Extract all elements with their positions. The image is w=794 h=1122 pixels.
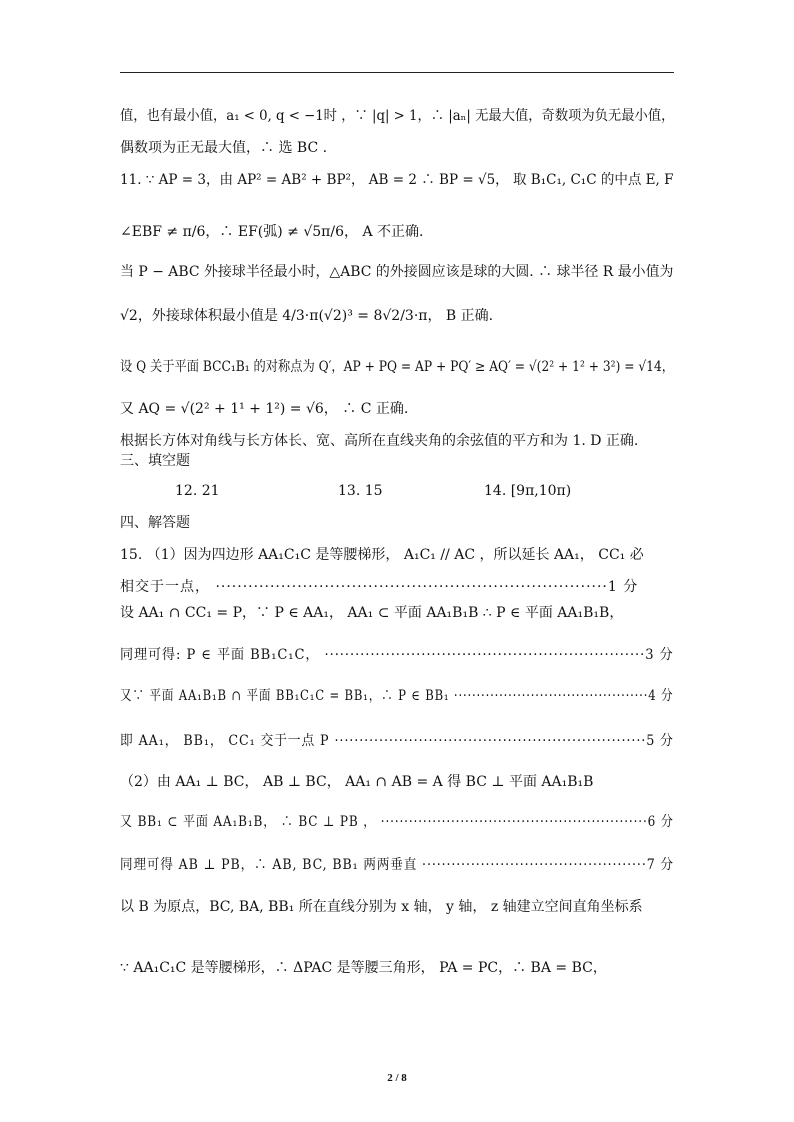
- text-line: （2）由 AA₁ ⊥ BC， AB ⊥ BC， AA₁ ∩ AB = A 得 BC ⊥ 平面 AA₁B₁B: [120, 774, 594, 790]
- section-heading-fill: 三、填空题: [120, 453, 190, 469]
- text-line: 值，也有最小值，a₁ < 0, q < −1时 ，∵ |q| > 1，∴ |aₙ| 无最大值，奇数项为负无最小值，: [120, 108, 675, 124]
- text-line: 即 AA₁， BB₁， CC₁ 交于一点 P ·······························································5 分: [120, 733, 674, 749]
- text-line: 设 Q 关于平面 BCC₁B₁ 的对称点为 Q′，AP + PQ = AP + PQ′ ≥ AQ′ = √(2² + 1² + 3²) = √14，: [120, 359, 674, 375]
- text-line: 又 AQ = √(2² + 1¹ + 1²) = √6， ∴ C 正确.: [120, 401, 409, 417]
- text-line: ∵ AA₁C₁C 是等腰梯形，∴ ΔPAC 是等腰三角形， PA = PC，∴ BA = BC，: [120, 960, 607, 976]
- answer-14: 14. [9π,10π): [484, 483, 572, 499]
- text-line: 偶数项为正无最大值，∴ 选 BC .: [120, 140, 328, 156]
- text-line: 根据长方体对角线与长方体长、宽、高所在直线夹角的余弦值的平方和为 1. D 正确.: [120, 433, 639, 449]
- text-line: 相交于一点， ········································································1 分: [120, 579, 639, 595]
- text-line: ∠EBF ≠ π/6，∴ EF(弧) ≠ √5π/6， A 不正确.: [120, 224, 424, 240]
- text-line: 11. ∵ AP = 3，由 AP² = AB² + BP²， AB = 2 ∴ BP = √5， 取 B₁C₁, C₁C 的中点 E, F: [120, 172, 674, 188]
- text-line: 以 B 为原点，BC, BA, BB₁ 所在直线分别为 x 轴， y 轴， z 轴建立空间直角坐标系: [120, 899, 643, 915]
- text-line: 当 P − ABC 外接球半径最小时，△ABC 的外接圆应该是球的大圆. ∴ 球半径 R 最小值为: [120, 264, 674, 280]
- text-line: 同理可得 AB ⊥ PB，∴ AB, BC, BB₁ 两两垂直 ··············································7 分: [120, 857, 674, 873]
- text-line: 同理可得: P ∈ 平面 BB₁C₁C， ·······························································3 分: [120, 647, 674, 663]
- answer-12: 12. 21: [175, 483, 220, 499]
- page-number: 2 / 8: [387, 1072, 407, 1084]
- text-line: 设 AA₁ ∩ CC₁ = P，∵ P ∈ AA₁， AA₁ ⊂ 平面 AA₁B₁B ∴ P ∈ 平面 AA₁B₁B，: [120, 605, 624, 621]
- text-line: 15. （1）因为四边形 AA₁C₁C 是等腰梯形， A₁C₁ // AC ，所以延长 AA₁， CC₁ 必: [120, 547, 644, 563]
- header-rule: [120, 72, 674, 73]
- section-heading-solve: 四、解答题: [120, 515, 190, 531]
- text-line: 又∵ 平面 AA₁B₁B ∩ 平面 BB₁C₁C = BB₁，∴ P ∈ BB₁ ···········································4 分: [120, 688, 674, 704]
- text-line: √2，外接球体积最小值是 4/3·π(√2)³ = 8√2/3·π， B 正确.: [120, 308, 494, 324]
- text-line: 又 BB₁ ⊂ 平面 AA₁B₁B， ∴ BC ⊥ PB ， ·························································6 分: [120, 814, 674, 830]
- answer-13: 13. 15: [338, 483, 383, 499]
